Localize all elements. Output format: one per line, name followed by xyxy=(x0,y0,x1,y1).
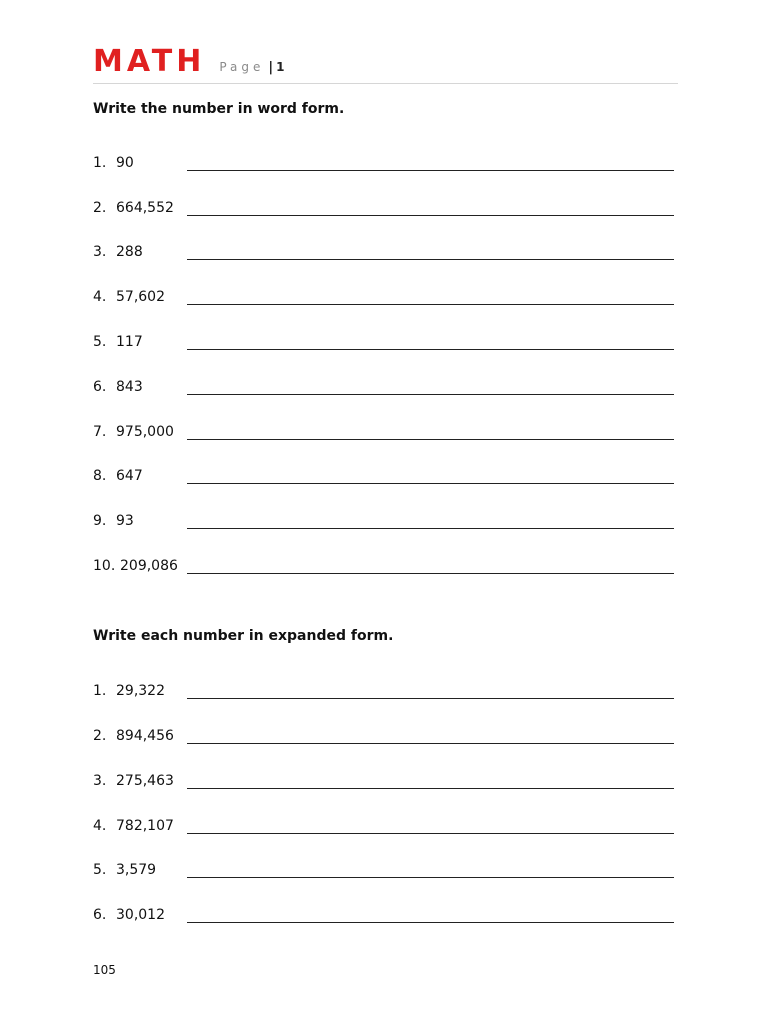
list-item xyxy=(93,289,674,311)
item-number: 1. xyxy=(93,683,107,699)
list-item xyxy=(93,200,674,222)
item-number: 2. xyxy=(93,728,107,744)
item-value: 57,602 xyxy=(116,289,165,305)
item-number: 2. xyxy=(93,200,107,216)
page-number: 1 xyxy=(276,60,285,74)
subject-title: MATH xyxy=(93,44,206,79)
item-value: 782,107 xyxy=(116,818,174,834)
item-number: 5. xyxy=(93,862,107,878)
list-item xyxy=(93,683,674,705)
answer-line[interactable] xyxy=(187,483,674,484)
item-number: 9. xyxy=(93,513,107,529)
item-value: 209,086 xyxy=(120,558,178,574)
answer-line[interactable] xyxy=(187,259,674,260)
item-number: 3. xyxy=(93,773,107,789)
book-page-number: 105 xyxy=(93,963,116,977)
item-number: 7. xyxy=(93,424,107,440)
answer-line[interactable] xyxy=(187,788,674,789)
item-number: 8. xyxy=(93,468,107,484)
item-number: 6. xyxy=(93,907,107,923)
item-value: 30,012 xyxy=(116,907,165,923)
item-number: 4. xyxy=(93,818,107,834)
answer-line[interactable] xyxy=(187,922,674,923)
item-number: 5. xyxy=(93,334,107,350)
item-number: 1. xyxy=(93,155,107,171)
answer-line[interactable] xyxy=(187,877,674,878)
item-number: 4. xyxy=(93,289,107,305)
list-item xyxy=(93,558,674,580)
list-item xyxy=(93,379,674,401)
item-value: 29,322 xyxy=(116,683,165,699)
list-item xyxy=(93,468,674,490)
item-value: 647 xyxy=(116,468,143,484)
section-2-instruction: Write each number in expanded form. xyxy=(93,628,394,644)
page-label: Page xyxy=(219,60,265,74)
answer-line[interactable] xyxy=(187,170,674,171)
answer-line[interactable] xyxy=(187,304,674,305)
item-number: 10. xyxy=(93,558,116,574)
list-item xyxy=(93,244,674,266)
answer-line[interactable] xyxy=(187,743,674,744)
item-value: 90 xyxy=(116,155,134,171)
answer-line[interactable] xyxy=(187,528,674,529)
page-header xyxy=(93,44,285,79)
item-value: 3,579 xyxy=(116,862,157,878)
list-item xyxy=(93,424,674,446)
answer-line[interactable] xyxy=(187,349,674,350)
header-divider xyxy=(93,83,678,84)
item-value: 664,552 xyxy=(116,200,174,216)
list-item xyxy=(93,155,674,177)
item-value: 117 xyxy=(116,334,143,350)
list-item xyxy=(93,513,674,535)
answer-line[interactable] xyxy=(187,215,674,216)
list-item xyxy=(93,334,674,356)
answer-line[interactable] xyxy=(187,394,674,395)
item-number: 6. xyxy=(93,379,107,395)
list-item xyxy=(93,862,674,884)
answer-line[interactable] xyxy=(187,833,674,834)
answer-line[interactable] xyxy=(187,698,674,699)
list-item xyxy=(93,773,674,795)
answer-line[interactable] xyxy=(187,439,674,440)
answer-line[interactable] xyxy=(187,573,674,574)
item-value: 93 xyxy=(116,513,134,529)
section-1-instruction: Write the number in word form. xyxy=(93,101,345,117)
item-value: 975,000 xyxy=(116,424,174,440)
list-item xyxy=(93,818,674,840)
item-value: 843 xyxy=(116,379,143,395)
item-value: 275,463 xyxy=(116,773,174,789)
list-item xyxy=(93,728,674,750)
item-value: 288 xyxy=(116,244,143,260)
item-value: 894,456 xyxy=(116,728,174,744)
list-item xyxy=(93,907,674,929)
page-separator: | xyxy=(268,60,274,75)
item-number: 3. xyxy=(93,244,107,260)
